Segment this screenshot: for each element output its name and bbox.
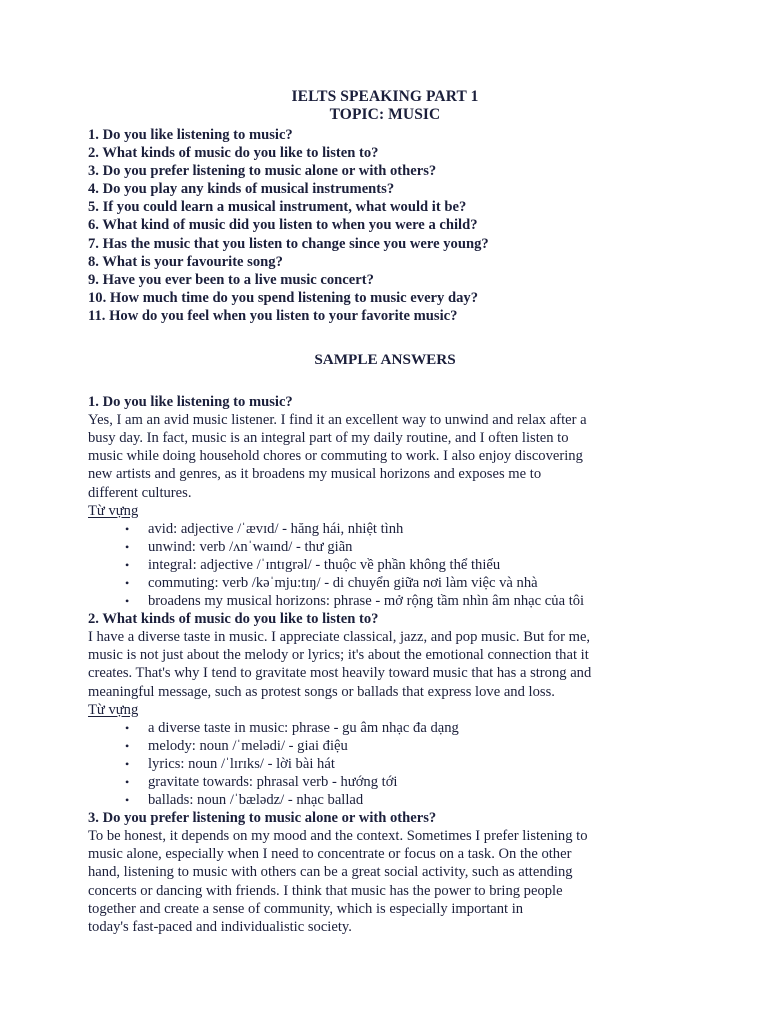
vocabulary-item: • commuting: verb /kəˈmju:tɪŋ/ - di chuyển giữa nơi làm việc và nhà — [148, 574, 682, 592]
answer-line: hand, listening to music with others can be a great social activity, such as attending — [88, 864, 573, 881]
question-item: 8. What is your favourite song? — [88, 253, 283, 270]
answer-question: 2. What kinds of music do you like to listen to? — [88, 611, 379, 628]
answer-line: I have a diverse taste in music. I appreciate classical, jazz, and pop music. But for me, — [88, 629, 591, 646]
answer-line: Yes, I am an avid music listener. I find it an excellent way to unwind and relax after a — [88, 412, 587, 429]
question-item: 1. Do you like listening to music? — [88, 127, 293, 143]
vocabulary-item: • integral: adjective /ˈɪntɪgrəl/ - thuộc về phần không thể thiếu — [148, 556, 682, 574]
question-item: 3. Do you prefer listening to music alone or with others? — [88, 163, 437, 180]
answer-block — [88, 610, 682, 809]
question-item: 7. Has the music that you listen to change since you were young? — [88, 235, 489, 252]
answer-line: creates. That's why I tend to gravitate most heavily toward music that has a strong and — [88, 665, 592, 682]
answer-line: music is not just about the melody or lyrics; it's about the emotional connection that it — [88, 647, 589, 664]
vocabulary-label-row — [88, 502, 682, 520]
answer-block — [88, 809, 682, 936]
question-item: 11. How do you feel when you listen to your favorite music? — [88, 307, 458, 324]
answer-line: meaningful message, such as protest songs or ballads that express love and loss. — [88, 683, 555, 700]
sample-answers-heading: SAMPLE ANSWERS — [314, 351, 456, 369]
vocabulary-item: • gravitate towards: phrasal verb - hướng tới — [148, 773, 682, 791]
document-title: IELTS SPEAKING PART 1 — [291, 88, 479, 105]
answer-line: To be honest, it depends on my mood and the context. Sometimes I prefer listening to — [88, 828, 588, 845]
answer-line: together and create a sense of community, which is especially important in — [88, 900, 524, 917]
vocabulary-item: • ballads: noun /ˈbælədz/ - nhạc ballad — [148, 791, 682, 809]
answer-line: new artists and genres, as it broadens my musical horizons and exposes me to — [88, 466, 542, 483]
vocabulary-item: • broadens my musical horizons: phrase - mở rộng tầm nhìn âm nhạc của tôi — [148, 592, 682, 610]
document-subtitle: TOPIC: MUSIC — [329, 106, 441, 123]
vocabulary-label: Từ vựng — [88, 701, 139, 718]
question-item: 6. What kind of music did you listen to when you were a child? — [88, 217, 478, 234]
answer-paragraph — [88, 628, 682, 700]
vocabulary-list — [88, 520, 682, 610]
document-header — [88, 88, 682, 124]
question-item: 2. What kinds of music do you like to listen to? — [88, 145, 379, 162]
vocabulary-label-row — [88, 701, 682, 719]
question-item: 10. How much time do you spend listening to music every day? — [88, 289, 478, 306]
answer-paragraph — [88, 411, 682, 501]
question-item: 4. Do you play any kinds of musical instruments? — [88, 181, 395, 198]
answer-line: concerts or dancing with friends. I think that music has the power to bring people — [88, 882, 563, 899]
vocabulary-item: • a diverse taste in music: phrase - gu âm nhạc đa dạng — [148, 719, 682, 737]
answer-line: music alone, especially when I need to concentrate or focus on a task. On the other — [88, 846, 572, 863]
vocabulary-item: • lyrics: noun /ˈlɪrɪks/ - lời bài hát — [148, 755, 682, 773]
vocabulary-item: • avid: adjective /ˈævɪd/ - hăng hái, nhiệt tình — [148, 520, 682, 538]
question-item: 5. If you could learn a musical instrument, what would it be? — [88, 199, 467, 216]
answer-line: music while doing household chores or commuting to work. I also enjoy discovering — [88, 448, 583, 465]
vocabulary-item: • melody: noun /ˈmelədi/ - giai điệu — [148, 737, 682, 755]
answer-question: 3. Do you prefer listening to music alone or with others? — [88, 810, 437, 827]
vocabulary-label: Từ vựng — [88, 502, 139, 519]
answer-block — [88, 393, 682, 610]
answer-line: different cultures. — [88, 484, 192, 501]
answer-paragraph — [88, 827, 682, 936]
answer-line: busy day. In fact, music is an integral part of my daily routine, and I often listen to — [88, 430, 569, 447]
vocabulary-item: • unwind: verb /ʌnˈwaɪnd/ - thư giãn — [148, 538, 682, 556]
answer-line: today's fast-paced and individualistic society. — [88, 918, 352, 935]
question-item: 9. Have you ever been to a live music concert? — [88, 271, 374, 288]
question-list — [88, 126, 682, 325]
vocabulary-list — [88, 719, 682, 809]
answer-question: 1. Do you like listening to music? — [88, 394, 293, 411]
